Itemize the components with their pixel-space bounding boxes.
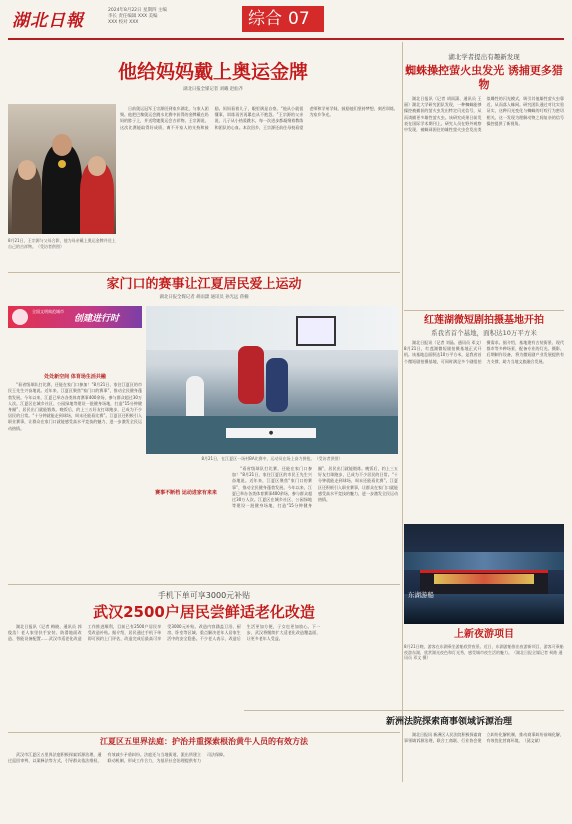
right1-title: 蜘蛛操控萤火虫发光 诱捕更多猎物	[405, 64, 563, 91]
article2-subhead-1: 处处新空间 体育场生活共融	[44, 374, 106, 380]
article2-body-text: “看省级球队打比赛，还能在家门口参加！”8月21日，家住江夏区的市民王先生兴奋地说。近年来，江夏区聚焦“家门口的赛事”，推动全民健身蓬勃发展。今年以来，江夏已举办各类体育赛事400余场，参与群众超过30万人次。江夏区在城乡社区、公园绿地等建设一批健身场地，打造“15分钟健身圈”，居民出门就能锻炼。晚饭后，约上三五好友打球跑步，已成为不少居民的日常。“十分钟就能走到球场，周末还能看比赛”。江夏区还积极引入职业赛事，让群众在家门口就能感受高水平竞技的魅力，进一步激发全民运动热情。	[8, 382, 142, 431]
right3-title: 上新夜游项目	[454, 629, 514, 640]
article1-caption: 8月21日，王宗源与父母合影，他为母亲戴上奥运金牌并送上自己的吉祥物。（受访者供图）	[8, 238, 116, 249]
section-name: 综合	[248, 9, 282, 29]
article2-body-right	[146, 466, 398, 578]
civilization-banner	[8, 306, 142, 328]
article4-title: 江夏区五里界法庭：护治并重探索根治黄牛人员的有效方法	[100, 737, 308, 746]
right2-subtitle: 系我省首个基地，面积达10万平方米	[431, 329, 537, 337]
article2-title: 家门口的赛事让江夏居民爱上运动	[106, 277, 302, 292]
gold-medal-icon	[58, 160, 66, 168]
photo-head-center	[52, 134, 72, 156]
player-blue	[266, 358, 288, 412]
article2-photo-caption: 8月21日，在江夏区一场村BA比赛中，运动员在场上奋力拼抢。（受访者供图）	[201, 456, 343, 461]
player-red	[238, 346, 264, 404]
banner-title: 创建进行时	[74, 314, 120, 324]
right3-caption: 8月21日晚，游客在东湖乘坐游船欣赏夜景。近日，东湖游船推出夜游新项目，游客可乘船夜游东湖，欣赏湖光夜色和灯光秀，感受城市夜生活的魅力。（湖北日报全媒记者 柯皓 通讯员 邓文 摄）	[404, 644, 564, 660]
right4-title: 新洲法院探索商事领域诉源治理	[385, 717, 512, 727]
family-photo	[8, 104, 116, 234]
right4-body	[404, 732, 564, 796]
photo-person-center	[42, 144, 82, 234]
article1-byline: 湖北日报全媒记者 刘曦 赵仙齐	[183, 87, 243, 92]
right2-body-text: 湖北日报讯（记者 刘晶、通讯员 邓文）8月21日，红莲湖微短剧拍摄基地正式开机。该基地总面积达10万平方米，是我省首个微短剧拍摄基地，可同时满足多个剧组拍摄需求。据介绍，基地建有古装街景、现代都市等多种场景，配备专业的灯光、摄影、后期制作设备，将为微短剧产业发展提供有力支撑，助力当地文旅融合发展。	[404, 340, 564, 364]
article4-body-text: 武汉市江夏区五里界法庭积极探索诉源治理，通过巡回审判、以案释法等方式，引导群众依法维权，有效减少矛盾纠纷。法庭还与当地街道、派出所建立联动机制，形成工作合力，为基层社会治理提供有力司法保障。	[8, 752, 227, 764]
right2-title: 红莲湖微短剧拍摄基地开拍	[424, 315, 544, 326]
divider-2	[8, 584, 400, 585]
backboard	[296, 316, 336, 346]
right3-tag: 东湖游船	[408, 591, 434, 599]
article3-body-text: 湖北日报讯（记者 梅晓、通讯员 郭俊浩）老人家里扶手安装、防滑地面改造、智能设备配置……武汉市适老化改造工作推进顺利，目前已有2500户居民享受改造补贴。据介绍，居民通过手机下单即可预约上门评估，改造完成后最高可享受3000元补贴。改造内容涵盖卫浴、厨房、卧室等区域，重点解决老年人居家生活中的安全隐患。不少老人表示，改造后生活更加方便，子女也更加放心。下一步，武汉将继续扩大适老化改造覆盖面，让更多老年人受益。	[8, 624, 321, 642]
article2-byline: 湖北日报全媒记者 胡雨潇 通讯员 孙光远 蒋楠	[159, 295, 249, 300]
right1-body	[404, 96, 564, 308]
article1-body	[120, 106, 398, 268]
right2-body	[404, 340, 564, 516]
article1-title: 他给妈妈戴上奥运金牌	[117, 61, 308, 83]
divider-3	[8, 732, 400, 733]
newspaper-logo: 湖北日報	[12, 11, 84, 31]
right4-body-text: 湖北日报讯 新洲区人民法院积极探索商事领域诉源治理，联合工商联、行业协会建立纠纷化解机制，推动商事纠纷前端化解，有效优化营商环境。（邱文斌）	[404, 732, 564, 744]
article3-title: 武汉2500户居民尝鲜适老化改造	[93, 603, 315, 621]
issue-meta: 2024年8月22日 星期四 主编 李长 责任编辑 XXX 美编 XXX 校对 XXX	[108, 8, 167, 25]
photo-head-right	[88, 156, 106, 176]
right1-body-text: 湖北日报讯（记者 胡雨潇、通讯员 王丽）湖北大学研究团队发现，一种蜘蛛能够操控被捕获的萤火虫发出特定闪光信号，从而诱捕更多雄性萤火虫。该研究成果日前发表在国际学术期刊上。研究人员在野外观察中发现，被蛛网困住的雄性萤火虫会发出类似雌性的闪光模式，吸引其他雄性萤火虫靠近，从而落入蛛网。研究团队通过对比实验证实，这种闪光变化与蜘蛛的叮咬行为密切相关。这一发现为理解动物之间复杂的信号操控提供了新视角。	[404, 96, 564, 133]
divider-1	[8, 272, 400, 273]
photo-sky	[146, 306, 398, 350]
article2-subhead-2: 赛事不断档 运动进家有来来	[155, 490, 217, 496]
article1-headline-wrap	[68, 60, 358, 96]
right-divider-2	[244, 710, 564, 711]
boat-lights	[434, 574, 534, 584]
banner-subtitle: 全国文明典范城市	[32, 309, 64, 314]
article1-body-text: 日前奥运冠军王宗源回到家乡湖北，与家人团聚。他把巴黎奥运会跳水比赛中获得的金牌戴在妈妈的脖子上，并送给她奥运会吉祥物。王宗源说，这次比赛能取得好成绩，离不开家人的支持和鼓励。妈妈看着儿子，眼里满是自豪。“他从小就很懂事，训练再苦再累也从不抱怨。”王宗源的父亲说，儿子从小热爱跳水，每一次进步都凝聚着教练和团队的心血。本次回乡，王宗源还前往母校看望老师和学弟学妹，鼓励他们坚持梦想、刻苦训练，为家乡争光。	[120, 106, 398, 130]
article4-body	[8, 752, 400, 816]
column-divider	[402, 42, 403, 782]
article3-body	[8, 624, 400, 728]
city-skyline	[404, 552, 564, 570]
masthead	[8, 4, 564, 40]
article2-body-text-2: “看省级球队打比赛，还能在家门口参加！”8月21日，家住江夏区的市民王先生兴奋地说。近年来，江夏区聚焦“家门口的赛事”，推动全民健身蓬勃发展。今年以来，江夏已举办各类体育赛事400余场，参与群众超过30万人次。江夏区在城乡社区、公园绿地等建设一批健身场地，打造“15分钟健身圈”，居民出门就能锻炼。晚饭后，约上三五好友打球跑步，已成为不少居民的日常。“十分钟就能走到球场，周末还能看比赛”。江夏区还积极引入职业赛事，让群众在家门口就能感受高水平竞技的魅力，进一步激发全民运动热情。	[232, 466, 398, 509]
photo-head-left	[18, 160, 36, 180]
city-emblem-icon	[12, 309, 28, 325]
article3-kicker: 手机下单可享3000元补贴	[157, 591, 251, 600]
section-label	[242, 6, 324, 32]
article2-headline-wrap	[8, 276, 400, 300]
basketball-photo	[146, 306, 398, 454]
right1-kicker: 湖北学者提出有趣新发现	[448, 53, 520, 61]
night-boat-photo	[404, 524, 564, 624]
right-divider-1	[404, 310, 564, 311]
court-sign: ●	[226, 428, 316, 438]
article3-headline-wrap	[8, 590, 400, 623]
section-number: 07	[288, 9, 310, 29]
